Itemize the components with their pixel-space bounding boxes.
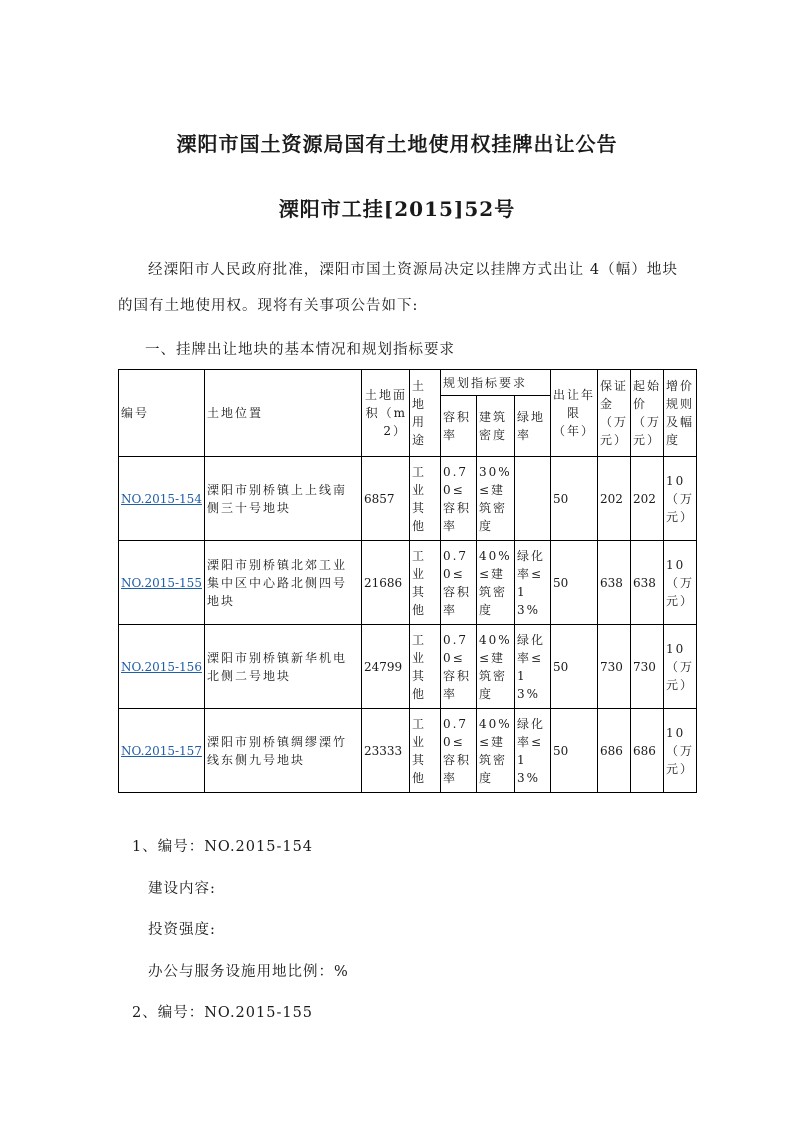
parcel-deposit: 638 [597, 541, 630, 625]
parcel-number-link[interactable]: NO.2015-157 [121, 743, 202, 758]
header-far: 容积率 [440, 396, 476, 457]
parcel-location: 溧阳市别桥镇北郊工业集中区中心路北侧四号地块 [204, 541, 361, 625]
parcel-number-link[interactable]: NO.2015-154 [121, 491, 202, 506]
parcel-use: 工业其他 [409, 457, 440, 541]
parcel-use: 工业其他 [409, 625, 440, 709]
parcel-term: 50 [550, 709, 597, 793]
header-start-price: 起始价（万元） [630, 370, 663, 457]
parcel-number-cell [119, 625, 205, 709]
parcel-term: 50 [550, 457, 597, 541]
parcel-far: 0.70≤容积率 [440, 625, 476, 709]
parcel-area: 6857 [361, 457, 409, 541]
parcel-number-cell [119, 709, 205, 793]
parcel-far: 0.70≤容积率 [440, 709, 476, 793]
parcel-use: 工业其他 [409, 709, 440, 793]
parcel-use: 工业其他 [409, 541, 440, 625]
header-green: 绿地率 [514, 396, 550, 457]
parcel-far: 0.70≤容积率 [440, 457, 476, 541]
office-service-ratio: 办公与服务设施用地比例：% [148, 964, 349, 980]
parcel-green: 绿化率≤13% [514, 541, 550, 625]
parcel-density: 40%≤建筑密度 [476, 709, 514, 793]
item-1-number: 1、编号：NO.2015-154 [132, 839, 314, 855]
parcel-start-price: 686 [630, 709, 663, 793]
intro-paragraph: 经溧阳市人民政府批准，溧阳市国土资源局决定以挂牌方式出让 4（幅）地块的国有土地使用权。现将有关事项公告如下: [118, 262, 678, 314]
header-area: 土地面积（m2） [361, 370, 409, 457]
header-deposit: 保证金（万元） [597, 370, 630, 457]
parcel-term: 50 [550, 625, 597, 709]
parcel-far: 0.70≤容积率 [440, 541, 476, 625]
parcel-density: 30%≤建筑密度 [476, 457, 514, 541]
item-2-number: 2、编号：NO.2015-155 [132, 1005, 314, 1021]
investment-intensity: 投资强度: [148, 922, 216, 938]
parcel-number-link[interactable]: NO.2015-155 [121, 575, 202, 590]
parcel-location: 溧阳市别桥镇新华机电北侧二号地块 [204, 625, 361, 709]
parcel-increment: 10（万元） [663, 625, 696, 709]
parcel-number-link[interactable]: NO.2015-156 [121, 659, 202, 674]
parcel-green: 绿化率≤13% [514, 709, 550, 793]
header-density: 建筑密度 [476, 396, 514, 457]
table-row [119, 709, 697, 793]
table-row [119, 541, 697, 625]
parcel-start-price: 202 [630, 457, 663, 541]
header-planning-group: 规划指标要求 [440, 370, 550, 396]
parcel-density: 40%≤建筑密度 [476, 625, 514, 709]
parcel-start-price: 730 [630, 625, 663, 709]
table-row [119, 457, 697, 541]
parcel-start-price: 638 [630, 541, 663, 625]
parcel-deposit: 686 [597, 709, 630, 793]
parcel-deposit: 730 [597, 625, 630, 709]
page-title: 溧阳市国土资源局国有土地使用权挂牌出让公告 [176, 132, 618, 156]
parcel-area: 24799 [361, 625, 409, 709]
header-location: 土地位置 [204, 370, 361, 457]
parcel-green [514, 457, 550, 541]
parcel-increment: 10（万元） [663, 541, 696, 625]
parcel-number-cell [119, 457, 205, 541]
parcel-location: 溧阳市别桥镇上上线南侧三十号地块 [204, 457, 361, 541]
table-row [119, 625, 697, 709]
parcel-green: 绿化率≤13% [514, 625, 550, 709]
parcel-increment: 10（万元） [663, 457, 696, 541]
header-number: 编号 [119, 370, 205, 457]
header-use: 土地用途 [409, 370, 440, 457]
construction-content: 建设内容: [148, 881, 216, 897]
section-heading: 一、挂牌出让地块的基本情况和规划指标要求 [145, 342, 455, 358]
parcel-area: 23333 [361, 709, 409, 793]
land-parcel-table [118, 369, 697, 793]
parcel-term: 50 [550, 541, 597, 625]
parcel-density: 40%≤建筑密度 [476, 541, 514, 625]
parcel-area: 21686 [361, 541, 409, 625]
header-term: 出让年限（年） [550, 370, 597, 457]
parcel-deposit: 202 [597, 457, 630, 541]
parcel-location: 溧阳市别桥镇绸缪溧竹线东侧九号地块 [204, 709, 361, 793]
parcel-number-cell [119, 541, 205, 625]
header-increment: 增价规则及幅度 [663, 370, 696, 457]
table-header-row [119, 370, 697, 396]
document-number: 溧阳市工挂[2015]52号 [278, 197, 516, 221]
parcel-increment: 10（万元） [663, 709, 696, 793]
